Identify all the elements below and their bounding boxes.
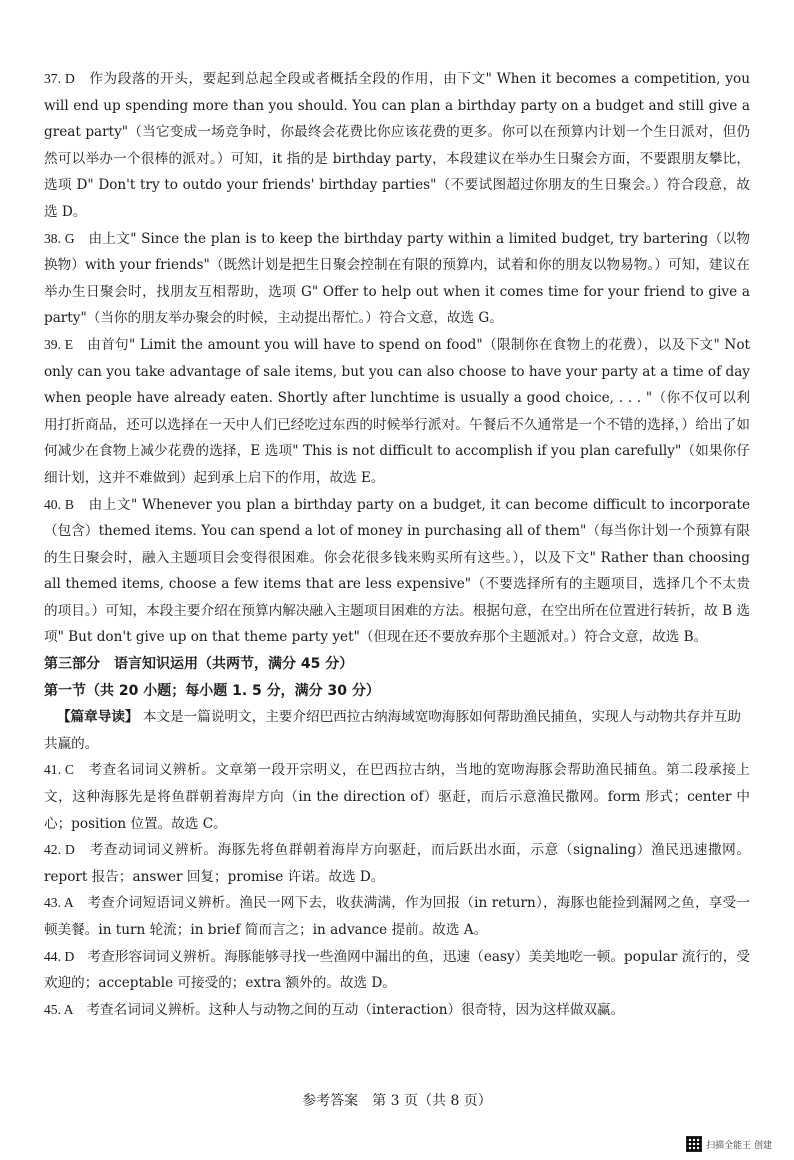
answer-label: 37. D [44,71,75,86]
answer-text: 考查名词词义辨析。这种人与动物之间的互动（interaction）很奇特，因为这样做双赢。 [86,1001,625,1018]
answer-text: 考查动词词义辨析。海豚先将鱼群朝着海岸方向驱赶，而后跃出水面，示意（signaling）渔民迅速撒网。report 报告；answer 回复；promise 许诺。故选 D。 [44,842,750,885]
page-footer: 参考答案 第 3 页（共 8 页） [302,1093,492,1109]
intro-label: 【篇章导读】 [56,709,139,726]
answer-label: 40. B [44,496,74,512]
answer-43 [44,890,750,943]
answer-text: 作为段落的开头，要起到总起全段或者概括全段的作用，由下文" When it becomes a competition, you will end up spending more than you should. You can plan a birthday party on a budget and still give a great party"（当它变成一场竞争时，你最终会花费比你应该花费的更多。你可以在预算内计划一个生日派对，但仍然可以举办一个很棒的派对。）可知，it 指的是 birthday party，本段建议在举办生日聚会方面，不要跟朋友攀比，选项 D" Don't try to outdo your friends' birthday parties"（不要试图超过你朋友的生日聚会。）符合段意，故选 D。 [44,71,750,220]
qr-code-icon [686,1136,702,1152]
scanner-watermark [686,1136,772,1152]
answer-label: 43. A [44,895,74,911]
answer-39 [44,332,750,492]
answer-text: 考查形容词词义辨析。海豚能够寻找一些渔网中漏出的鱼，迅速（easy）美美地吃一顿。popular 流行的，受欢迎的；acceptable 可接受的；extra 额外的。故选 D。 [44,948,750,992]
scanner-label: 扫描全能王 创建 [706,1140,772,1151]
subsection-title: 第一节（共 20 小题；每小题 1. 5 分，满分 30 分） [44,682,380,699]
answer-37 [44,66,750,226]
answer-label: 39. E [44,336,74,352]
passage-intro [44,704,750,757]
answer-38 [44,226,750,332]
answer-text: 考查名词词义辨析。文章第一段开宗明义，在巴西拉古纳，当地的宽吻海豚会帮助渔民捕鱼。第二段承接上文，这种海豚先是将鱼群朝着海岸方向（in the direction of）驱赶，而后示意渔民撒网。form 形式；center 中心；position 位置。故选 C。 [44,762,750,832]
answer-40 [44,492,750,652]
answer-label: 42. D [44,842,75,858]
answer-text: 由上文" Since the plan is to keep the birthday party within a limited budget, try bartering（以物换物）with your friends"（既然计划是把生日聚会控制在有限的预算内，试着和你的朋友以物易物。）可知，建议在举办生日聚会时，找朋友互相帮助，选项 G" Offer to help out when it comes time for your friend to give a party"（当你的朋友举办聚会的时候，主动提出帮忙。）符合文意，故选 G。 [44,230,750,327]
intro-text: 本文是一篇说明文，主要介绍巴西拉古纳海域宽吻海豚如何帮助渔民捕鱼，实现人与动物共存并互助共赢的。 [44,709,741,752]
answer-label: 38. G [44,230,75,246]
answer-41 [44,757,750,837]
answer-text: 考查介词短语词义辨析。渔民一网下去，收获满满，作为回报（in return），海豚也能捡到漏网之鱼，享受一顿美餐。in turn 轮流；in brief 简而言之；in advance 提前。故选 A。 [44,895,750,938]
section-title: 第三部分 语言知识运用（共两节，满分 45 分） [44,656,354,673]
answer-42 [44,837,750,890]
answer-page [44,66,750,1023]
answer-text: 由上文" Whenever you plan a birthday party on a budget, it can become difficult to incorporate（包含）themed items. You can spend a lot of money in purchasing all of them"（每当你计划一个预算有限的生日聚会时，融入主题项目会变得很困难。你会花很多钱来购买所有这些。），以及下文" Rather than choosing all themed items, choose a few items that are less expensive"（不要选择所有的主题项目，选择几个不太贵的项目。）可知，本段主要介绍在预算内解决融入主题项目困难的方法。根据句意，在空出所在位置进行转折，故 B 选项" But don't give up on that theme party yet"（但现在还不要放弃那个主题派对。）符合文意，故选 B。 [44,496,750,646]
answer-label: 41. C [44,762,74,778]
answer-label: 44. D [44,948,75,964]
answer-44 [44,944,750,997]
answer-45 [44,997,750,1024]
answer-text: 由首句" Limit the amount you will have to spend on food"（限制你在食物上的花费），以及下文" Not only can you take advantage of sale items, but you can also choose to have your party at a time of day when people have already eaten. Shortly after lunchtime is usually a good choice, . . . "（你不仅可以利用打折商品，还可以选择在一天中人们已经吃过东西的时候举行派对。午餐后不久通常是一个不错的选择，）给出了如何减少在食物上减少花费的选择，E 选项" This is not difficult to accomplish if you plan carefully"（如果你仔细计划，这并不难做到）起到承上启下的作用，故选 E。 [44,336,750,486]
answer-label: 45. A [44,1001,74,1017]
